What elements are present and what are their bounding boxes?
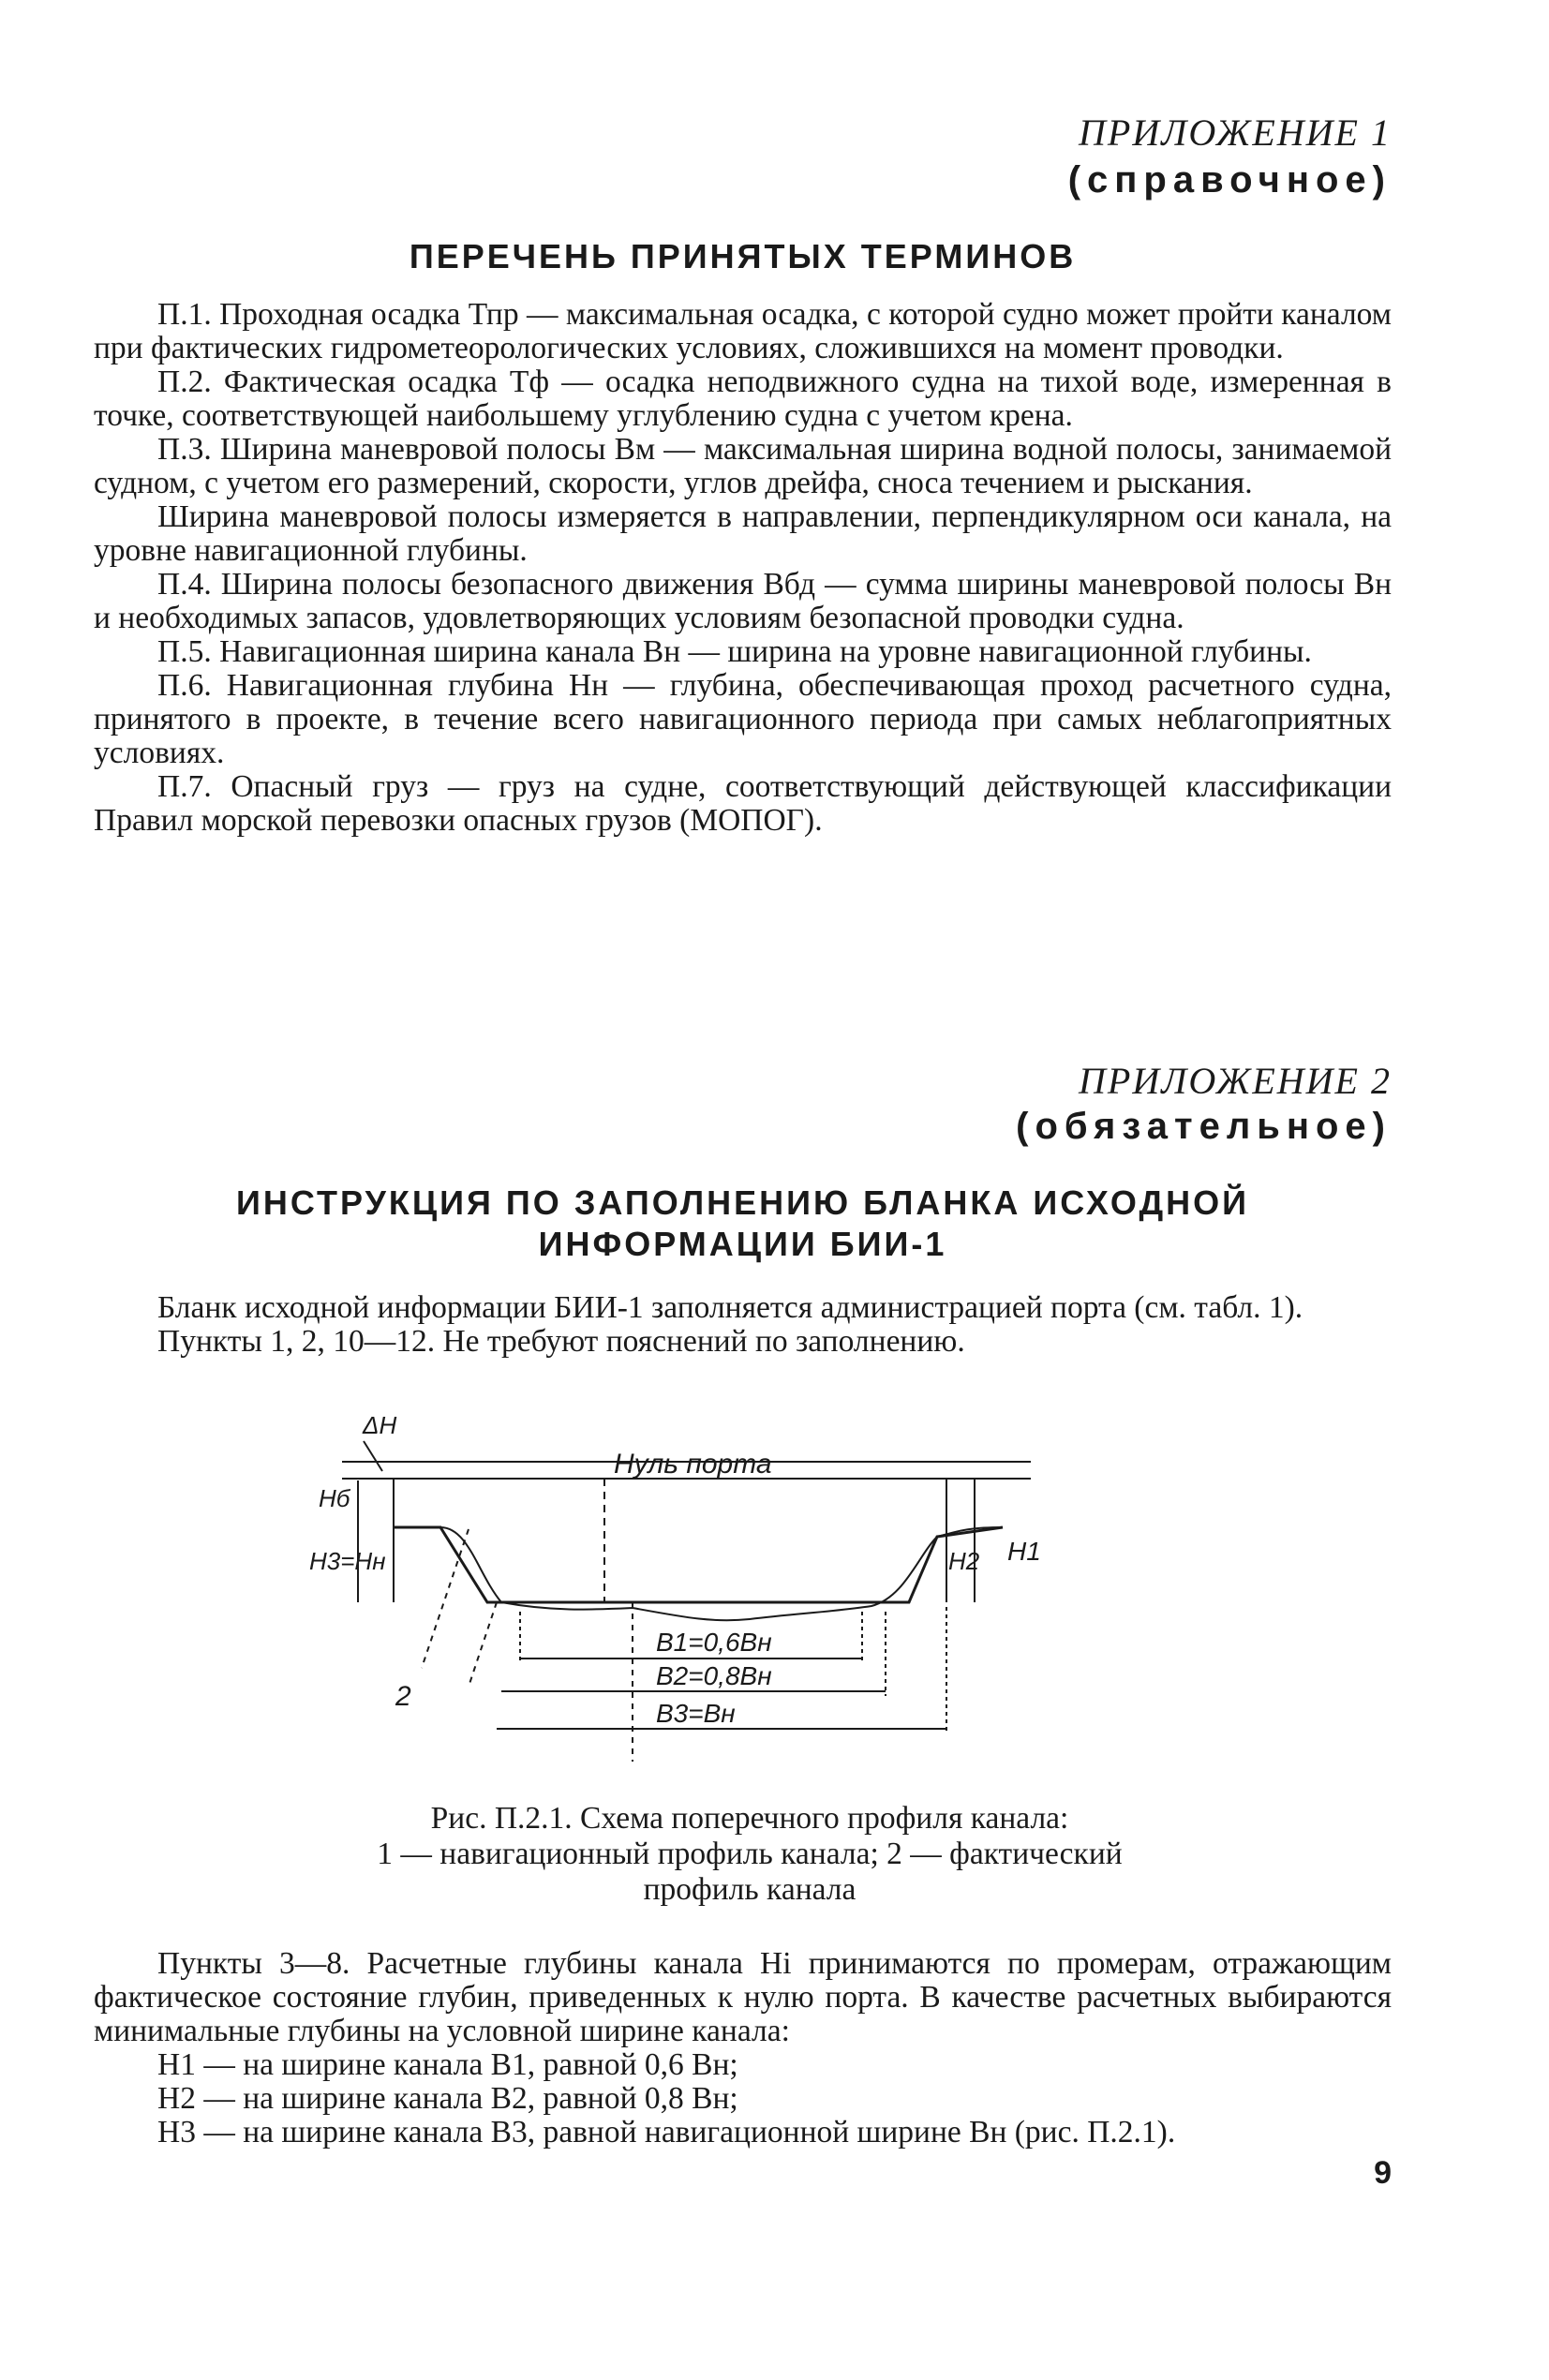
body-paragraph: Пункты 3—8. Расчетные глубины канала Нi принимаются по промерам, отражающим фактическое состояние глубин, приведенных к нулю порта. В качестве расчетных выбираются минимальные глубины на условной ширине канала:: [94, 1946, 1392, 2048]
term-p1: П.1. Проходная осадка Тпр — максимальная осадка, с которой судно может пройти каналом при фактических гидрометеорологических условиях, сложившихся на момент проводки.: [94, 297, 1392, 365]
figure-caption-line1: Рис. П.2.1. Схема поперечного профиля канала:: [430, 1801, 1069, 1836]
fig-label-delta-h: ΔН: [363, 1411, 397, 1439]
depth-item-h3: Н3 — на ширине канала В3, равной навигационной ширине Вн (рис. П.2.1).: [157, 2115, 1176, 2149]
fig-label-b3: В3=Вн: [656, 1699, 736, 1728]
fig-label-hb: Нб: [319, 1484, 350, 1512]
fig-label-h1: Н1: [1007, 1537, 1041, 1566]
term-p5: П.5. Навигационная ширина канала Вн — ширина на уровне навигационной глубины.: [157, 634, 1312, 669]
term-p6: П.6. Навигационная глубина Нн — глубина, обеспечивающая проход расчетного судна, принятого в проекте, в течение всего навигационного периода при самых неблагоприятных условиях.: [94, 668, 1392, 770]
appendix-2-intro: [94, 1291, 1392, 1359]
appendix-1-title: ПЕРЕЧЕНЬ ПРИНЯТЫХ ТЕРМИНОВ: [409, 237, 1077, 275]
depth-item-h1: Н1 — на ширине канала В1, равной 0,6 Вн;: [157, 2047, 738, 2082]
appendix-1-label: ПРИЛОЖЕНИЕ 1: [1079, 112, 1392, 154]
intro-p1: Бланк исходной информации БИИ-1 заполняется администрацией порта (см. табл. 1).: [157, 1290, 1303, 1325]
fig-label-b2: В2=0,8Вн: [656, 1661, 772, 1690]
appendix-2-title-line2: ИНФОРМАЦИИ БИИ-1: [538, 1225, 947, 1263]
figure-caption: [365, 1801, 1134, 1908]
appendix-2-label: ПРИЛОЖЕНИЕ 2: [1079, 1060, 1392, 1102]
page-number: 9: [1374, 2155, 1392, 2191]
appendix-2-title-line1: ИНСТРУКЦИЯ ПО ЗАПОЛНЕНИЮ БЛАНКА ИСХОДНОЙ: [236, 1183, 1249, 1222]
term-p3-note: Ширина маневровой полосы измеряется в направлении, перпендикулярном оси канала, на уровне навигационной глубины.: [94, 499, 1392, 568]
fig-label-h2: Н2: [948, 1547, 980, 1575]
depth-item-h2: Н2 — на ширине канала В2, равной 0,8 Вн;: [157, 2081, 738, 2116]
appendix-2-kind: (обязательное): [1016, 1106, 1392, 1147]
appendix-1-kind: (справочное): [1067, 159, 1392, 201]
term-p3: П.3. Ширина маневровой полосы Вм — максимальная ширина водной полосы, занимаемой судном, с учетом его размерений, скорости, углов дрейфа, сноса течением и рыскания.: [94, 432, 1392, 500]
term-p2: П.2. Фактическая осадка Тф — осадка неподвижного судна на тихой воде, измеренная в точке, соответствующей наибольшему углублению судна с учетом крена.: [94, 364, 1392, 433]
fig-label-b1: В1=0,6Вн: [656, 1628, 772, 1657]
term-p7: П.7. Опасный груз — груз на судне, соответствующий действующей классификации Правил морской перевозки опасных грузов (МОПОГ).: [94, 769, 1392, 838]
terms-list: [94, 298, 1392, 838]
appendix-2-body: [94, 1947, 1392, 2149]
figure-caption-line2: 1 — навигационный профиль канала; 2 — фактический профиль канала: [377, 1837, 1123, 1907]
term-p4: П.4. Ширина полосы безопасного движения Вбд — сумма ширины маневровой полосы Вн и необходимых запасов, удовлетворяющих условиям безопасной проводки судна.: [94, 567, 1392, 635]
fig-label-zero: Нуль порта: [614, 1449, 772, 1480]
fig-label-2: 2: [395, 1681, 411, 1712]
fig-label-h3: Н3=Нн: [309, 1547, 386, 1575]
canal-profile-figure: [309, 1406, 1078, 1799]
intro-p2: Пункты 1, 2, 10—12. Не требуют пояснений по заполнению.: [157, 1324, 965, 1359]
